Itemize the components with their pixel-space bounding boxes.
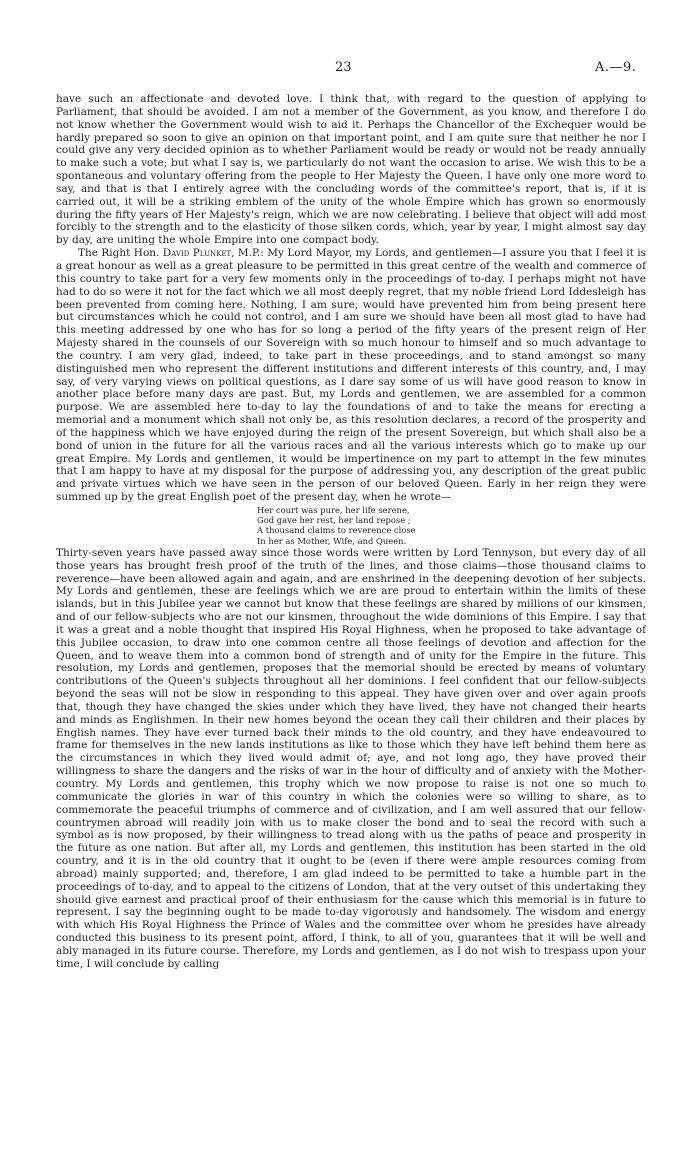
poem-line: In her as Mother, Wife, and Queen. <box>257 535 407 546</box>
paragraph-plunket-speech <box>56 247 646 504</box>
poem-line: A thousand claims to reverence close <box>257 525 416 536</box>
page-number: 23 <box>335 60 352 75</box>
paragraph-continuation: have such an affectionate and devoted love. I think that, with regard to the question of applying to Parliament, that should be avoided. I am not a member of the Government, as you know, and therefore I do not know whether the Government would wish to aid it. Perhaps the Chancellor of the Exchequer would be hardly prepared so soon to give an opinion on that important point, and I am quite sure that neither he nor I could give any very decided opinion as to whether Parliament would be ready or would not be ready annually to make such a vote; but what I say is, we particularly do not want the occasion to arise. We wish this to be a spontaneous and voluntary offering from the people to Her Majesty the Queen. I have only one more word to say, and that is that I entirely agree with the concluding words of the committee's report, that is, if it is carried out, it will be a striking emblem of the unity of the whole Empire which has grown so enormously during the fifty years of Her Majesty's reign, which we are now celebrating. I believe that object will add most forcibly to the strength and to the elasticity of those silken cords, which, year by year, I might almost say day by day, are uniting the whole Empire into one compact body. <box>56 93 646 247</box>
page-header <box>0 60 700 80</box>
paragraph-after-poem: Thirty-seven years have passed away since those words were written by Lord Tennyson, but every day of all those years has brought fresh proof of the truth of the lines, and those claims—those thousand claims to reverence—have been allowed again and again, and are enshrined in the deepening devotion of her subjects. My Lords and gentlemen, these are feelings which we are are proud to entertain within the limits of these islands, but in this Jubilee year we cannot but know that these feelings are shared by millions of our kinsmen, and of our fellow-subjects who are not our kinsmen, throughout the wide dominions of this Empire. I say that it was a great and a noble thought that inspired His Royal Highness, when he proposed to take advantage of this Jubilee occasion, to draw into one common centre all those feelings of devotion and affection for the Queen, and to weave them into a common bond of strength and of unity for the Empire in the future. This resolution, my Lords and gentlemen, proposes that the memorial should be erected by means of voluntary contributions of the Queen's subjects throughout all her dominions. I feel confident that our fellow-subjects beyond the seas will not be slow in responding to this appeal. They have given over and over again proofs that, though they have changed the skies under which they have lived, they have not changed their hearts and minds as Englishmen. In their new homes beyond the ocean they call their children and their places by English names. They have ever turned back their minds to the old country, and they have endeavoured to frame for themselves in the new lands institutions as like to those which they have left behind them here as the circumstances in which they lived would admit of; aye, and not long ago, they have proved their willingness to share the dangers and the risks of war in the hour of difficulty and of anxiety with the Mother-country. My Lords and gentlemen, this trophy which we now propose to raise is not one so much to communicate the glories in war of this country in which the colonies were so willing to share, as to commemorate the peaceful triumphs of commerce and of civilization, and I am well assured that our fellow-countrymen abroad will readily join with us to make closer the bond and to seal the record with such a symbol as is now proposed, by their willingness to tread along with us the paths of peace and prosperity in the future as one nation. But after all, my Lords and gentlemen, this institution has been started in the old country, and it is in the old country that it ought to be (even if there were ample resources coming from abroad) mainly supported; and, therefore, I am glad indeed to be permitted to take a humble part in the proceedings of to-day, and to appeal to the citizens of London, that at the very outset of this undertaking they should give earnest and practical proof of their enthusiasm for the cause which this memorial is in future to represent. I say the beginning ought to be made to-day vigorously and handsomely. The wisdom and energy with which His Royal Highness the Prince of Wales and the committee over whom he presides have already conducted this business to its present point, afford, I think, to all of you, guarantees that it will be well and ably managed in its future course. Therefore, my Lords and gentlemen, as I do not wish to trespass upon your time, I will conclude by calling <box>56 546 646 970</box>
body-text <box>56 93 646 971</box>
speaker-name: David Plunket <box>162 247 232 260</box>
document-reference: A.—9. <box>595 60 637 75</box>
poem-quotation <box>56 505 646 546</box>
poem-line: God gave her rest, her land repose ; <box>257 515 411 526</box>
speech-text: , M.P.: My Lord Mayor, my Lords, and gentlemen—I assure you that I feel it is a great honour as well as a great pleasure to be permitted in this great centre of the wealth and commerce of this country to take part for a very few moments only in the proceedings of to-day. I perhaps might not have had to do so were it not for the fact which we all most deeply regret, that my noble friend Lord Iddesleigh has been prevented from coming here. Nothing, I am sure, would have prevented him from being present here but circumstances which he could not control, and I am sure we should have been all most glad to have had this meeting addressed by one who has for so long a period of the fifty years of the present reign of Her Majesty shared in the counsels of our Sovereign with so much honour to himself and so much advantage to the country. I am very glad, indeed, to take part in these proceedings, and to stand amongst so many distinguished men who represent the different institutions and different interests of this country, and, I may say, of very varying views on political questions, as I dare say some of us will have good reason to know in another place before many days are past. But, my Lords and gentlemen, we are assembled for a common purpose. We are assembled here to-day to lay the foundations of and to take the means for erecting a memorial and a monument which shall not only be, as this resolution declares, a record of the prosperity and of the happiness which we have enjoyed during the reign of the present Sovereign, but which shall also be a bond of union in the future for all the various races and all the various interests which go to make up our great Empire. My Lords and gentlemen, it would be impertinence on my part to attempt in the few minutes that I am happy to have at my disposal for the purpose of addressing you, any description of the great public and private virtues which we have seen in the person of our beloved Queen. Early in her reign they were summed up by the great English poet of the present day, when he wrote— <box>56 247 646 504</box>
poem-line: Her court was pure, her life serene, <box>257 505 410 515</box>
speaker-title: The Right Hon. <box>78 247 163 260</box>
